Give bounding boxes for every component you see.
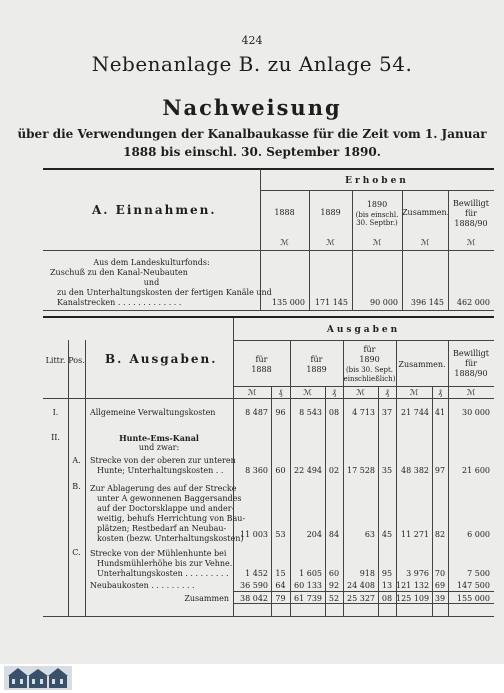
einnahmen-desc: Aus dem Landeskulturfonds: — [93, 258, 210, 267]
einnahmen-header-bottom — [43, 250, 494, 251]
ausgaben-underline — [233, 340, 494, 341]
einnahmen-zusammen: 396 145 — [410, 298, 444, 307]
col-bewilligt: Bewilligt — [452, 199, 490, 208]
subtitle-line-2: 1888 bis einschl. 30. September 1890. — [123, 145, 381, 159]
erhoben-header: Erhoben — [345, 176, 409, 186]
col-pos: Pos. — [68, 356, 85, 365]
col-1889: 1889 — [306, 365, 327, 374]
einnahmen-1888: 135 000 — [271, 298, 305, 307]
heading: Nebenanlage B. zu Anlage 54. — [91, 52, 413, 76]
col-zusammen: Zusammen. — [398, 360, 446, 369]
col-1888: 1888 — [274, 208, 295, 217]
col-1890: 1890 — [359, 355, 380, 364]
einnahmen-1889: 171 145 — [314, 298, 348, 307]
title: Nachweisung — [162, 95, 342, 120]
erhoben-underline — [260, 190, 494, 191]
ausgaben-header: Ausgaben — [326, 325, 401, 335]
einnahmen-bottom — [43, 310, 494, 311]
ausgaben-bottom — [43, 616, 494, 617]
subtitle-line-1: über die Verwendungen der Kanalbaukasse für die Zeit vom 1. Januar — [17, 127, 487, 141]
col-littr: Littr. — [45, 356, 66, 365]
col-1888: 1888 — [251, 365, 272, 374]
document-page: 424 Nebenanlage B. zu Anlage 54. Nachweisung über die Verwendungen der Kanalbaukasse für die Zeit vom 1. Januar 1888 bis einschl. 30. September 1890. Erhoben A. Einnahmen. 1888 1889 1890 (bis einschl. 30. Septbr.) Zusammen. Bewilligt für 1888/90 ℳ ℳ ℳ ℳ ℳ Aus dem Landeskulturfonds: Zuschuß zu den Kanal-Neubauten und zu den Unterhaltungskosten der fertigen Kanäle und Kanalstrecken . . . . . . . . . . . . . 135 000 171 145 90 000 396 145 462 000 Ausgaben Littr. Pos. B. Ausgaben. für 1888 für 1889 für 1890 (bis 30. Sept. einschließlich) Zusammen. Bewilligt für 1888/90 ℳ ₰ ℳ ₰ ℳ ₰ ℳ ₰ ℳ I. Allgemeine Verwaltungskosten 8 487 96 8 543 08 4 713 37 21 744 41 30 000 II. Hunte-Ems-Kanal und zwar: A. Strecke von der oberen zur unteren Hunte; Unterhaltungskosten . . 8 360 60 22 494 02 17 528 35 48 382 97 21 600 B. Zur Ablagerung des auf der Strecke unter A gewonnenen Baggersandes auf der Doctorsklappe und ander- weitig, behufs Herrichtung von Bau- plätzen; Restbedarf an Neubau- kosten (bezw. Unterhaltungskosten) 11 003 53 204 84 63 45 11 271 82 6 000 C. Strecke von der Mühlenhunte bei Hundsmühlerhöhe bis zur Vehne. Unterhaltungskosten . . . . . . . . . 1 452 15 1 605 60 918 95 3 976 70 7 500 Neubaukosten . . . . . . . . . 36 590 64 60 133 92 24 408 13 121 132 69 147 500 Zusammen 38 042 79 61 739 52 25 327 08 125 109 39 155 000 — [0, 0, 504, 693]
ausgaben-top-rule — [43, 316, 494, 318]
footer-band — [0, 664, 504, 693]
col-zusammen: Zusammen. — [402, 208, 450, 217]
row-littr: I. — [52, 408, 59, 417]
table-top-rule — [43, 168, 494, 170]
col-1890: 1890 — [366, 200, 388, 209]
einnahmen-1890: 90 000 — [370, 298, 398, 307]
page-number: 424 — [241, 34, 263, 47]
total-label: Zusammen — [184, 594, 229, 603]
library-building-logo — [4, 666, 72, 690]
col-1889: 1889 — [320, 208, 341, 217]
col-bewilligt: Bewilligt — [452, 349, 490, 358]
einnahmen-bewilligt: 462 000 — [456, 298, 490, 307]
ausgaben-header-bottom — [43, 398, 494, 399]
row-desc: Allgemeine Verwaltungskosten — [90, 408, 216, 417]
einnahmen-section-label: A. Einnahmen. — [92, 203, 217, 217]
ausgaben-section-label: B. Ausgaben. — [105, 352, 218, 366]
